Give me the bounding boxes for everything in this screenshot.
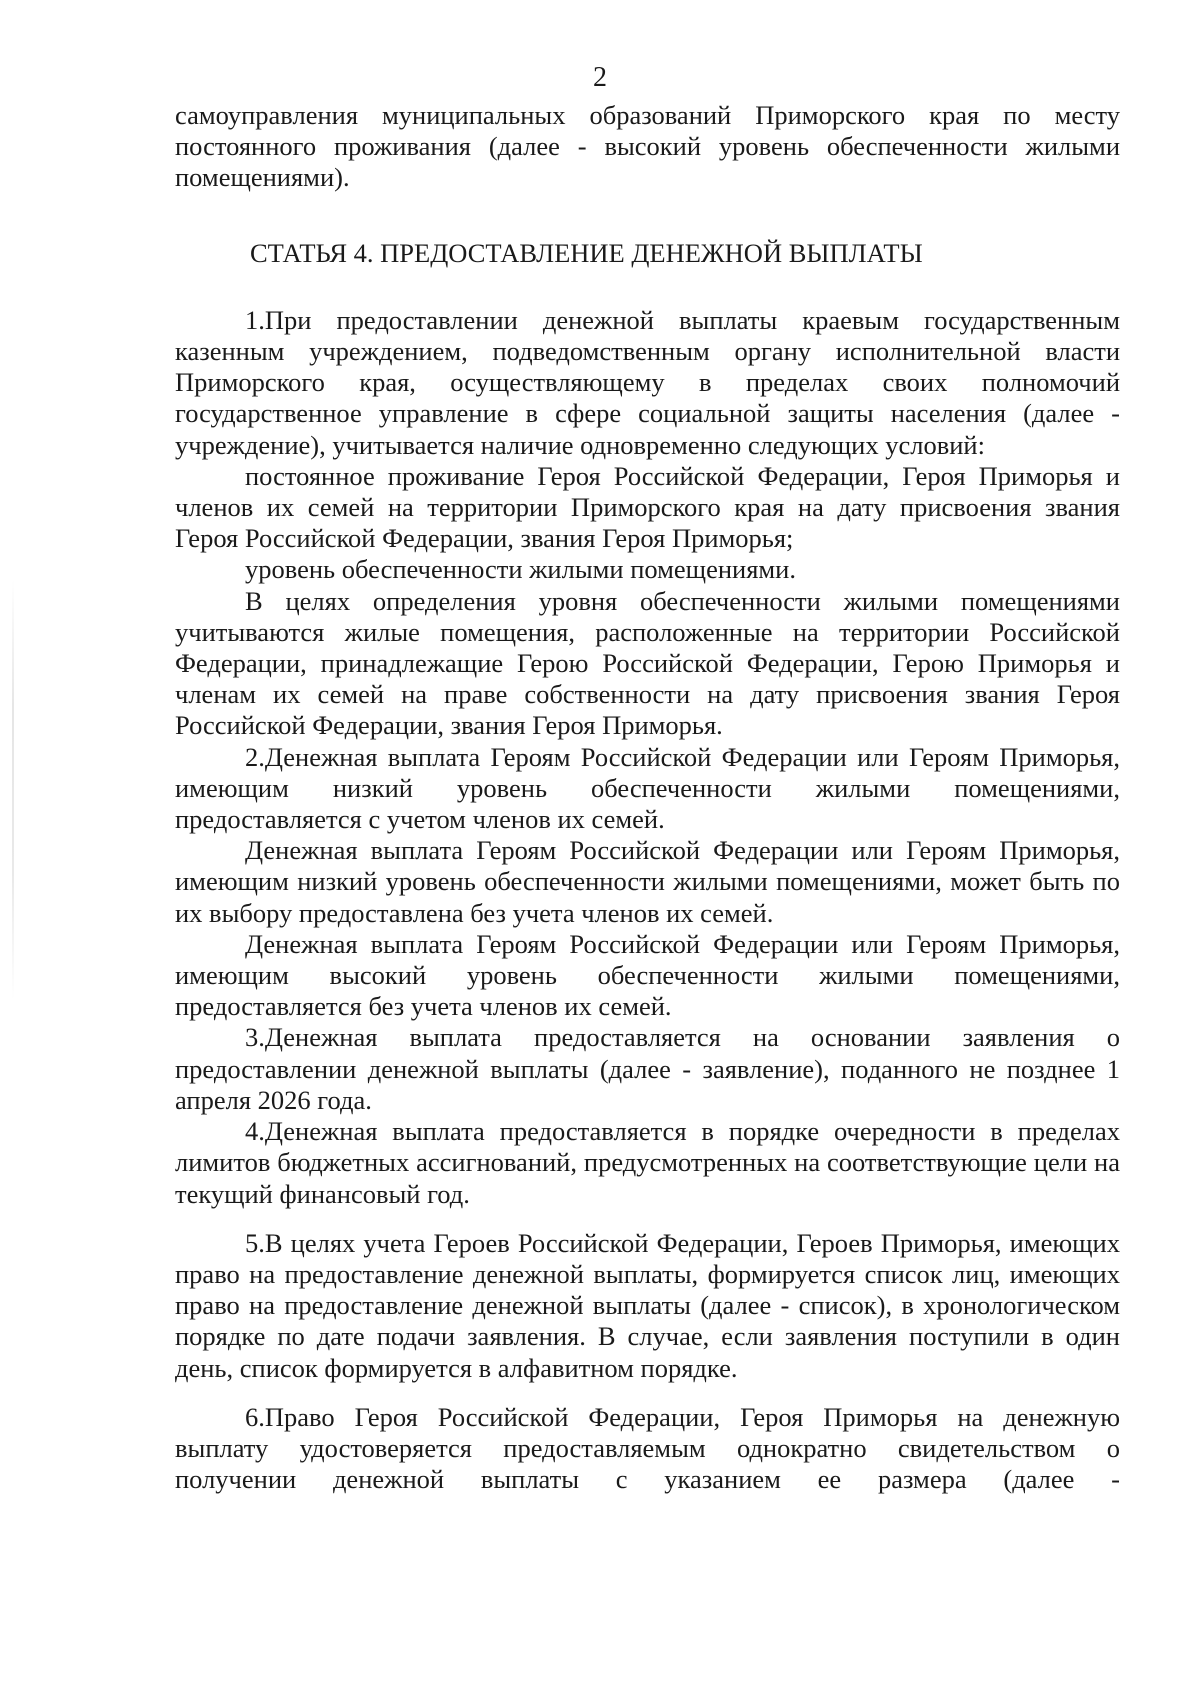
paragraph-1: 1.При предоставлении денежной выплаты краевым государственным казенным учреждением, подведомственным органу исполнительной власти Приморского края, осуществляющему в пределах своих полномочий государственное управление в сфере социальной защиты населения (далее - учреждение), учитывается наличие одновременно следующих условий:	[175, 304, 1120, 460]
paragraph-2-high: Денежная выплата Героям Российской Федерации или Героям Приморья, имеющим высокий уровень обеспеченности жилыми помещениями, предоставляется без учета членов их семей.	[175, 928, 1120, 1022]
paragraph-2-low-without-family: Денежная выплата Героям Российской Федерации или Героям Приморья, имеющим низкий уровень обеспеченности жилыми помещениями, может быть по их выбору предоставлена без учета членов их семей.	[175, 835, 1120, 928]
paragraph-6: 6.Право Героя Российской Федерации, Героя Приморья на денежную выплату удостоверяется предоставляемым однократно свидетельством о получении денежной выплаты с указанием ее размера (далее -	[175, 1401, 1120, 1495]
page-number: 2	[593, 62, 607, 93]
article-heading: СТАТЬЯ 4. ПРЕДОСТАВЛЕНИЕ ДЕНЕЖНОЙ ВЫПЛАТЫ	[250, 237, 923, 268]
paragraph-3: 3.Денежная выплата предоставляется на основании заявления о предоставлении денежной выплаты (далее - заявление), поданного не позднее 1 апреля 2026 года.	[175, 1022, 1120, 1115]
document-body	[175, 100, 1120, 1495]
paragraph-2: 2.Денежная выплата Героям Российской Федерации или Героям Приморья, имеющим низкий уровень обеспеченности жилыми помещениями, предоставляется с учетом членов их семей.	[175, 741, 1120, 835]
intro-paragraph: самоуправления муниципальных образований Приморского края по месту постоянного проживания (далее - высокий уровень обеспеченности жилыми помещениями).	[175, 100, 1120, 193]
paragraph-condition-residence: постоянное проживание Героя Российской Федерации, Героя Приморья и членов их семей на территории Приморского края на дату присвоения звания Героя Российской Федерации, звания Героя Приморья;	[175, 460, 1120, 554]
scan-margin-mark	[12, 580, 14, 1000]
paragraph-5: 5.В целях учета Героев Российской Федерации, Героев Приморья, имеющих право на предоставление денежной выплаты, формируется список лиц, имеющих право на предоставление денежной выплаты (далее - список), в хронологическом порядке по дате подачи заявления. В случае, если заявления поступили в один день, список формируется в алфавитном порядке.	[175, 1227, 1120, 1383]
paragraph-condition-housing: уровень обеспеченности жилыми помещениями.	[245, 554, 796, 585]
paragraph-housing-definition: В целях определения уровня обеспеченности жилыми помещениями учитываются жилые помещения, расположенные на территории Российской Федерации, принадлежащие Герою Российской Федерации, Герою Приморья и членам их семей на праве собственности на дату присвоения звания Героя Российской Федерации, звания Героя Приморья.	[175, 585, 1120, 741]
paragraph-4: 4.Денежная выплата предоставляется в порядке очередности в пределах лимитов бюджетных ассигнований, предусмотренных на соответствующие цели на текущий финансовый год.	[175, 1116, 1120, 1209]
